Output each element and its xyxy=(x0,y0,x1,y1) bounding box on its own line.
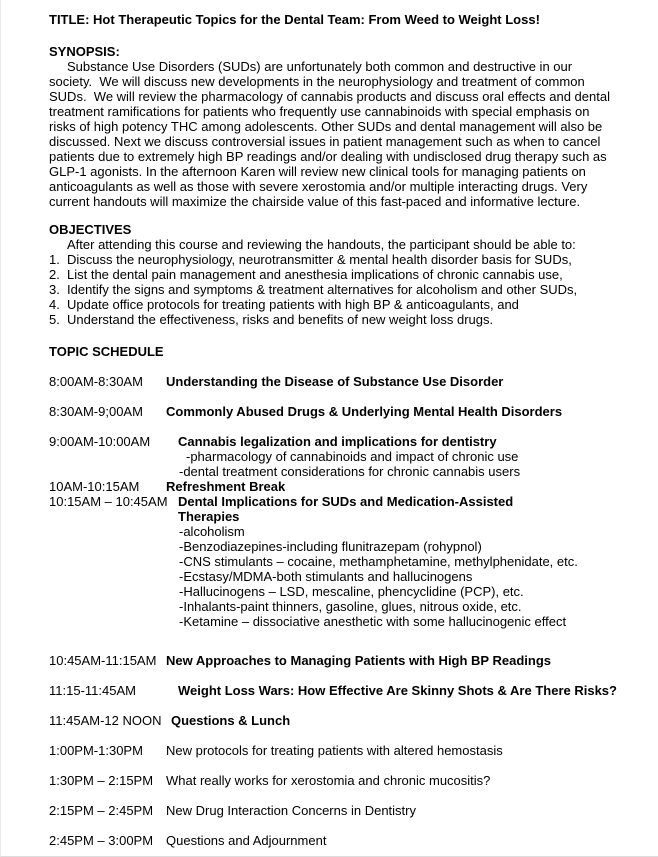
objectives-heading: OBJECTIVES xyxy=(49,222,132,237)
objective-text: Update office protocols for treating patients with high BP & anticoagulants, and xyxy=(67,297,519,312)
schedule-row xyxy=(49,479,644,494)
schedule-time: 2:15PM – 2:45PM xyxy=(49,803,154,818)
schedule-time: 10:45AM-11:15AM xyxy=(49,653,157,668)
synopsis-line: risks of high potency THC among adolescents. Other SUDs and dental management will also be xyxy=(49,119,603,134)
synopsis-line: GLP-1 agonists. In the afternoon Karen will review new clinical tools for managing patients on xyxy=(49,164,586,179)
objective-item xyxy=(49,297,644,312)
objective-item xyxy=(49,252,644,267)
schedule-time: 9:00AM-10:00AM xyxy=(49,434,151,449)
synopsis-line: treatment ramifications for patients who frequently use cannabinoids with special emphasis on xyxy=(49,104,590,119)
schedule-row xyxy=(49,743,644,758)
schedule-section xyxy=(49,344,644,848)
schedule-subitem: -Benzodiazepines-including flunitrazepam (rohypnol) xyxy=(179,539,482,554)
schedule-row xyxy=(49,833,644,848)
schedule-row xyxy=(49,434,644,449)
objectives-section xyxy=(49,222,644,327)
schedule-subitem: -pharmacology of cannabinoids and impact of chronic use xyxy=(186,449,519,464)
schedule-title: Weight Loss Wars: How Effective Are Skinny Shots & Are There Risks? xyxy=(178,683,617,698)
synopsis-heading: SYNOPSIS: xyxy=(49,44,120,59)
objective-number: 2. xyxy=(49,267,60,282)
schedule-title: New Drug Interaction Concerns in Dentistry xyxy=(166,803,416,818)
schedule-time: 1:00PM-1:30PM xyxy=(49,743,143,758)
objective-text: Identify the signs and symptoms & treatment alternatives for alcoholism and other SUDs, xyxy=(67,282,578,297)
schedule-title: New Approaches to Managing Patients with High BP Readings xyxy=(166,653,551,668)
objectives-intro: After attending this course and reviewing the handouts, the participant should be able to: xyxy=(67,237,576,252)
schedule-heading: TOPIC SCHEDULE xyxy=(49,344,164,359)
objective-item xyxy=(49,267,644,282)
schedule-row xyxy=(49,803,644,818)
objective-number: 5. xyxy=(49,312,60,327)
schedule-row xyxy=(49,404,644,419)
schedule-row xyxy=(49,374,644,389)
schedule-subitem: -Hallucinogens – LSD, mescaline, phencyclidine (PCP), etc. xyxy=(179,584,524,599)
schedule-title: Dental Implications for SUDs and Medication-Assisted xyxy=(178,494,514,509)
synopsis-line: society. We will discuss new developments in the neurophysiology and treatment of common xyxy=(49,74,585,89)
schedule-title: Questions & Lunch xyxy=(171,713,291,728)
objective-number: 4. xyxy=(49,297,60,312)
schedule-row xyxy=(49,713,644,728)
objective-item xyxy=(49,282,644,297)
schedule-time: 2:45PM – 3:00PM xyxy=(49,833,154,848)
schedule-time: 1:30PM – 2:15PM xyxy=(49,773,154,788)
schedule-title: What really works for xerostomia and chronic mucositis? xyxy=(166,773,491,788)
schedule-time: 8:30AM-9;00AM xyxy=(49,404,143,419)
schedule-subitem: -alcoholism xyxy=(179,524,245,539)
schedule-subitem: -Inhalants-paint thinners, gasoline, glues, nitrous oxide, etc. xyxy=(179,599,522,614)
schedule-time: 8:00AM-8:30AM xyxy=(49,374,143,389)
schedule-time: 10AM-10:15AM xyxy=(49,479,140,494)
synopsis-line: discussed. Next we discuss controversial issues in patient management such as when to cancel xyxy=(49,134,601,149)
objective-item xyxy=(49,312,644,327)
schedule-time: 11:15-11:45AM xyxy=(49,683,136,698)
schedule-title: Cannabis legalization and implications for dentistry xyxy=(178,434,497,449)
synopsis-section xyxy=(49,44,644,209)
objective-text: Discuss the neurophysiology, neurotransmitter & mental health disorder basis for SUDs, xyxy=(67,252,572,267)
schedule-title-continued: Therapies xyxy=(178,509,240,524)
schedule-time: 10:15AM – 10:45AM xyxy=(49,494,168,509)
synopsis-line: SUDs. We will review the pharmacology of cannabis products and discuss oral effects and dental xyxy=(49,89,610,104)
synopsis-paragraph xyxy=(49,59,644,209)
schedule-title: New protocols for treating patients with altered hemostasis xyxy=(166,743,503,758)
schedule-row xyxy=(49,653,644,668)
schedule-subitem: -Ecstasy/MDMA-both stimulants and hallucinogens xyxy=(179,569,473,584)
schedule-title: Refreshment Break xyxy=(166,479,286,494)
document-title: TITLE: Hot Therapeutic Topics for the Dental Team: From Weed to Weight Loss! xyxy=(49,12,540,27)
schedule-subitem: -Ketamine – dissociative anesthetic with some hallucinogenic effect xyxy=(179,614,567,629)
synopsis-line: current handouts will maximize the chairside value of this fast-paced and informative lecture. xyxy=(49,194,581,209)
schedule-title: Questions and Adjournment xyxy=(166,833,327,848)
synopsis-line: anticoagulants as well as those with severe xerostomia and/or multiple interacting drugs. Very xyxy=(49,179,588,194)
schedule-subitem: -dental treatment considerations for chronic cannabis users xyxy=(179,464,521,479)
schedule-row xyxy=(49,494,644,509)
schedule-subitem: -CNS stimulants – cocaine, methamphetamine, methylphenidate, etc. xyxy=(179,554,578,569)
schedule-time: 11:45AM-12 NOON xyxy=(49,713,162,728)
schedule-row xyxy=(49,773,644,788)
objective-number: 1. xyxy=(49,252,60,267)
schedule-title: Understanding the Disease of Substance Use Disorder xyxy=(166,374,504,389)
synopsis-line: patients due to extremely high BP readings and/or dealing with undisclosed drug therapy such as xyxy=(49,149,607,164)
schedule-row xyxy=(49,683,644,698)
objective-text: Understand the effectiveness, risks and benefits of new weight loss drugs. xyxy=(67,312,494,327)
synopsis-line: Substance Use Disorders (SUDs) are unfortunately both common and destructive in our xyxy=(67,59,573,74)
objective-number: 3. xyxy=(49,282,60,297)
objective-text: List the dental pain management and anesthesia implications of chronic cannabis use, xyxy=(67,267,563,282)
schedule-title: Commonly Abused Drugs & Underlying Mental Health Disorders xyxy=(166,404,563,419)
